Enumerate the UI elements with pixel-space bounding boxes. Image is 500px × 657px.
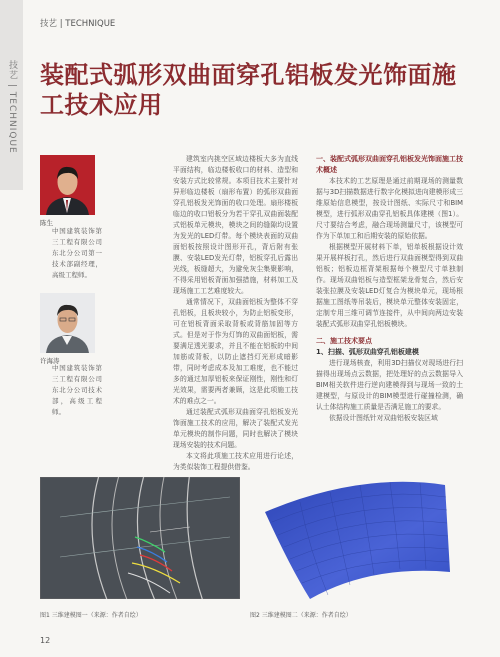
body-paragraph: 本文将此项施工技术应用进行论述，为类似装饰工程提供借鉴。 [173, 452, 298, 471]
subsection-title: 1、扫描、弧形双曲穿孔铝板建模 [316, 348, 419, 356]
body-paragraph: 依据设计图纸针对双曲铝板安装区域 [329, 414, 438, 422]
figure-1 [40, 477, 240, 599]
section-title: 一、装配式弧形双曲面穿孔铝板发光饰面施工技术概述 [316, 155, 463, 174]
body-paragraph: 通常情况下，双曲面铝板为整体不穿孔铝板，且板块较小，为防止铝板变形，可在铝板背面采取背板或背筋加固等方式。但是对于作为灯饰的双曲面铝板，需要满足透光要求，并且不能在铝板的中间加筋或背板，以防止遮挡灯光形成暗影带，同时考虑成本及加工难度，也不能过多的通过加厚铝板来保证刚性，刚性和灯光效果，需要两者兼顾，这是此项施工技术的难点之一。 [173, 298, 298, 405]
figure-caption: 图2 三维建模图二（来源：作者自绘） [250, 612, 352, 619]
figure-caption: 图1 三维建模图一（来源：作者自绘） [40, 612, 142, 619]
author-bio: 中国建筑装饰第三工程有限公司东北分公司技术部，高级工程师。 [52, 364, 102, 416]
body-paragraph: 建筑室内挑空区域边楼板大多为直线平面结构，临边楼板收口的材料、造型和安装方式比较常规。本项目技术主要针对异形临边楼板（扇形布置）的弧形双曲面穿孔铝板发光饰面的收口处理。扇形楼板临边的收口铝板分为若干穿孔双曲面装配式铝板单元模块，模块之间的缝隙均设置为发光的LED灯带。每个模块表面的双曲面铝板按照设计图形开孔，背后附有张膜、安装LED发光灯带，铝板穿孔后露出光线，板缝超大，为避免灰尘集聚影响，不得采用铝板背面加强措施，材料加工及现场施工工艺难度较大。 [173, 155, 298, 295]
author-name: 许海涛 [40, 357, 60, 365]
page-number: 12 [40, 636, 51, 645]
author-name: 陈生 [40, 219, 53, 227]
body-paragraph: 通过装配式弧形双曲面穿孔铝板发光饰面施工技术的应用，解决了装配式发光单元模块的制作问题，同时也解决了模块现场安装的技术问题。 [173, 408, 298, 449]
body-paragraph: 进行现场核查，利用3D扫描仪对现场进行扫描得出现场点云数据，把处理好的点云数据导入BIM相关软件进行逆向建模得到与现场一致的土建模型，与原设计的BIM模型进行碰撞检测，确认土体结构施工质量是否满足施工的要求。 [316, 359, 463, 411]
section-title: 二、施工技术要点 [316, 337, 372, 345]
right-column [316, 154, 463, 424]
author-photo [40, 293, 95, 353]
author-photo [40, 155, 95, 215]
figure-2 [250, 477, 460, 599]
section-header: 技艺 | TECHNIQUE [40, 19, 116, 29]
author-bio: 中国建筑装饰第三工程有限公司东北分公司第一技术部副经理，高级工程师。 [52, 227, 102, 279]
article-title: 装配式弧形双曲面穿孔铝板发光饰面施工技术应用 [40, 61, 457, 119]
side-tab [0, 0, 23, 190]
body-paragraph: 本技术的工艺原理是通过前期现场的测量数据与3D扫描数据进行数字化模拟进向建模形成三维原始信息模型，按设计图纸、实际尺寸和BIM模型，进行弧形双曲穿孔铝板具体建模（图1）。尺寸要结合考虑，融合现场测量尺寸，该模型可作为下单加工和后期安装的原始依据。 [316, 177, 463, 240]
body-paragraph: 根据模型开展材料下单，铝单板根据设计效果开展样板打孔，然后进行双曲面模型得到双曲铝板；铝板边框背架根据每个模型尺寸单独制作。现场双曲铝板与造型框架龙骨复合，然后安装张拉膜及安装LED灯复合为模块单元，现场根据施工图纸等吊装后，模块单元整体安装固定，定制专用三维可调节连接件，从中间向两边安装装配式弧形双曲穿孔铝板模块。 [316, 243, 463, 328]
side-tab-label: 技艺 | TECHNIQUE [7, 60, 17, 154]
middle-column [173, 154, 298, 473]
